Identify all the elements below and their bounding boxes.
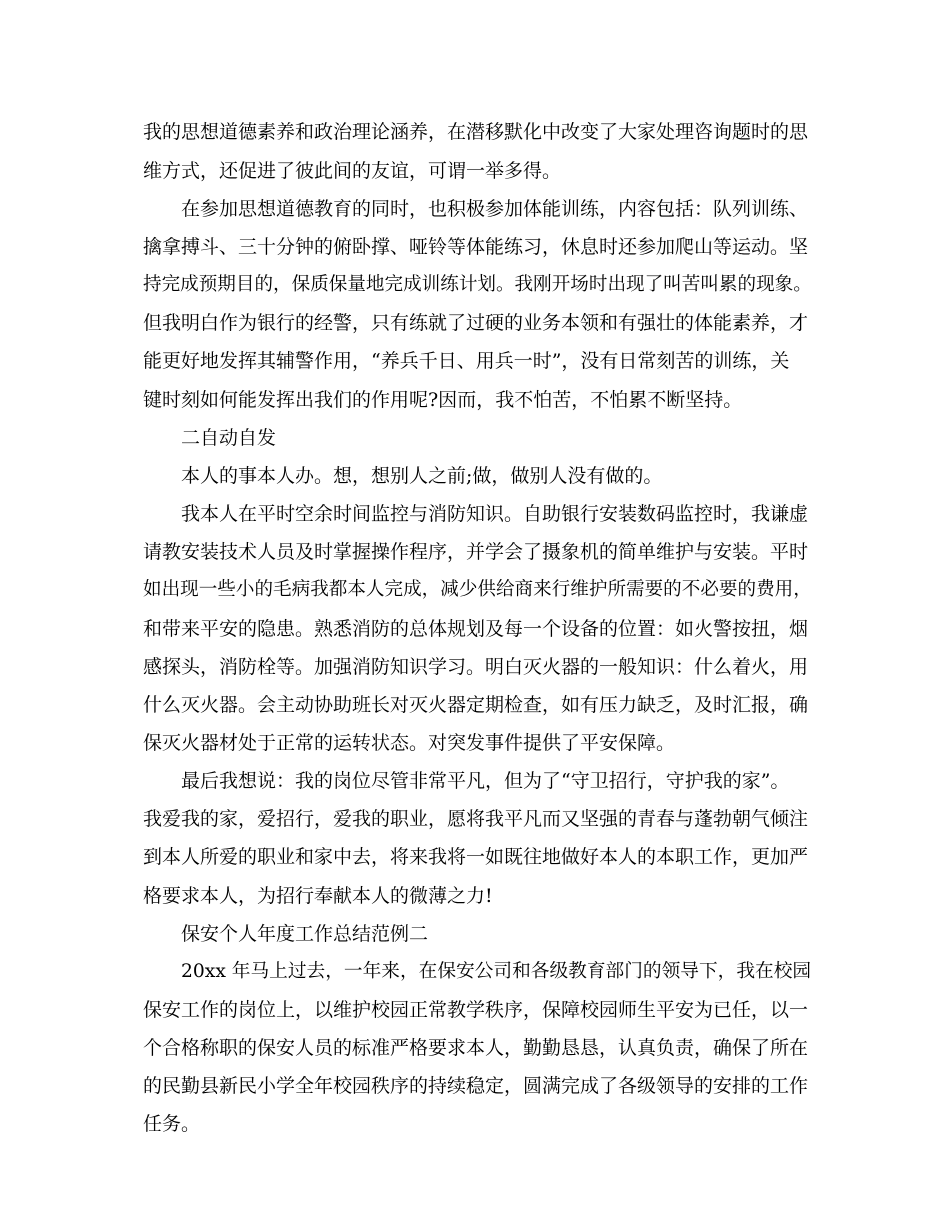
text-line: 持完成预期目的，保质保量地完成训练计划。我刚开场时出现了叫苦叫累的现象。: [143, 274, 812, 295]
text-line: 维方式，还促进了彼此间的友谊，可谓一举多得。: [143, 160, 562, 182]
text-line: 但我明白作为银行的经警，只有练就了过硬的业务本领和有强壮的体能素养，才: [143, 312, 809, 334]
text-line: 本人的事本人办。想，想别人之前;做，做别人没有做的。: [181, 465, 663, 487]
text-line: 保安工作的岗位上，以维护校园正常教学秩序，保障校园师生平安为已任，以一: [143, 999, 809, 1021]
section-heading: 二自动自发: [181, 427, 277, 449]
text-line: 感探头，消防栓等。加强消防知识学习。明白灭火器的一般知识：什么着火，用: [143, 656, 809, 678]
text-line: 和带来平安的隐患。熟悉消防的总体规划及每一个设备的位置：如火警按扭，烟: [143, 618, 809, 640]
text-line: 我爱我的家，爱招行，爱我的职业，愿将我平凡而又坚强的青春与蓬勃朝气倾注: [143, 808, 809, 830]
text-line: 在参加思想道德教育的同时，也积极参加体能训练，内容包括：队列训练、: [181, 198, 809, 220]
text-line: 格要求本人，为招行奉献本人的微薄之力!: [143, 885, 493, 907]
text-line: 个合格称职的保安人员的标准严格要求本人，勤勤恳恳，认真负责，确保了所在: [143, 1037, 809, 1059]
text-line: 如出现一些小的毛病我都本人完成，减少供给商来行维护所需要的不必要的费用，: [143, 579, 812, 600]
text-line: 擒拿搏斗、三十分钟的俯卧撑、哑铃等体能练习，休息时还参加爬山等运动。坚: [143, 236, 809, 258]
text-line: 键时刻如何能发挥出我们的作用呢?因而，我不怕苦，不怕累不断坚持。: [143, 389, 743, 411]
text-line: 到本人所爱的职业和家中去，将来我将一如既往地做好本人的本职工作，更加严: [143, 846, 809, 868]
text-line: 最后我想说：我的岗位尽管非常平凡，但为了“守卫招行，守护我的家”。: [181, 770, 790, 792]
text-line: 的民勤县新民小学全年校园秩序的持续稳定，圆满完成了各级领导的安排的工作: [143, 1075, 809, 1097]
text-line: 我的思想道德素养和政治理论涵养，在潜移默化中改变了大家处理咨询题时的思: [143, 121, 809, 143]
text-line: 20xx 年马上过去，一年来，在保安公司和各级教育部门的领导下，我在校园: [181, 961, 812, 982]
text-line: 保灭火器材处于正常的运转状态。对突发事件提供了平安保障。: [143, 732, 676, 754]
text-line: 我本人在平时空余时间监控与消防知识。自助银行安装数码监控时，我谦虚: [181, 503, 809, 525]
text-line: 什么灭火器。会主动协助班长对灭火器定期检查，如有压力缺乏，及时汇报，确: [143, 694, 809, 716]
section-heading: 保安个人年度工作总结范例二: [181, 923, 429, 945]
text-line: 能更好地发挥其辅警作用，“养兵千日、用兵一时”，没有日常刻苦的训练，关: [143, 350, 790, 372]
text-line: 任务。: [143, 1113, 201, 1135]
text-line: 请教安装技术人员及时掌握操作程序，并学会了摄象机的简单维护与安装。平时: [143, 541, 809, 563]
